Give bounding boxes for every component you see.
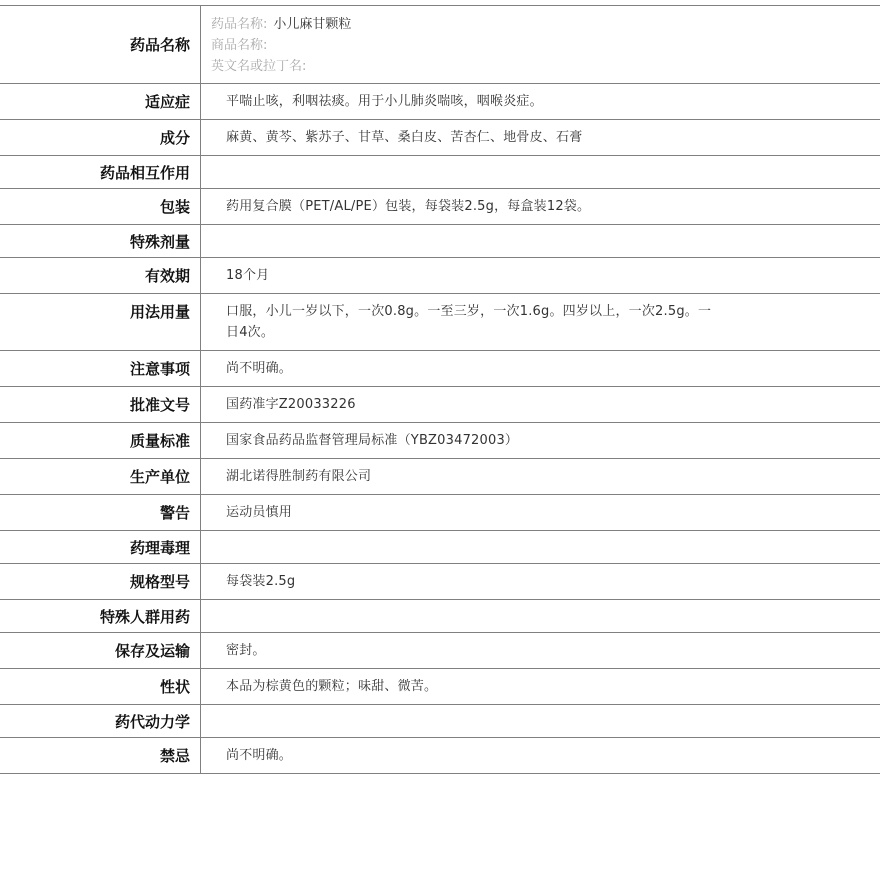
row-value-text: 湖北诺得胜制药有限公司 — [226, 469, 372, 484]
row-label: 适应症 — [0, 84, 201, 119]
row-value — [201, 633, 880, 668]
row-value — [201, 225, 880, 257]
row-label: 有效期 — [0, 258, 201, 293]
row-value-text: 药用复合膜（PET/AL/PE）包装，每袋装2.5g，每盒装12袋。 — [226, 199, 591, 214]
row-value — [201, 189, 880, 224]
row-label: 生产单位 — [0, 459, 201, 494]
row-value-text: 国药准字Z20033226 — [226, 397, 356, 412]
row-value-text: 每袋装2.5g — [226, 574, 296, 589]
row-label: 警告 — [0, 495, 201, 530]
row-label: 禁忌 — [0, 738, 201, 773]
row-label: 特殊剂量 — [0, 225, 201, 257]
drug-name-key: 药品名称: — [211, 17, 268, 32]
row-pharmacology — [0, 531, 880, 564]
drug-name-row — [0, 6, 880, 84]
row-value — [201, 564, 880, 599]
row-value — [201, 120, 880, 155]
row-label: 药理毒理 — [0, 531, 201, 563]
row-value — [201, 738, 880, 773]
row-label: 性状 — [0, 669, 201, 704]
row-value — [201, 258, 880, 293]
row-value — [201, 600, 880, 632]
row-value — [201, 495, 880, 530]
row-dosage — [0, 294, 880, 351]
row-specification — [0, 564, 880, 600]
row-label: 药品名称 — [0, 6, 201, 83]
trade-name-key: 商品名称: — [211, 38, 268, 53]
row-value-text: 运动员慎用 — [226, 505, 293, 520]
latin-name-line — [211, 56, 870, 77]
row-label: 批准文号 — [0, 387, 201, 422]
row-interactions — [0, 156, 880, 189]
row-packaging — [0, 189, 880, 225]
row-label: 包装 — [0, 189, 201, 224]
row-special-populations — [0, 600, 880, 633]
row-manufacturer — [0, 459, 880, 495]
drug-name-value: 小儿麻甘颗粒 — [273, 17, 352, 32]
row-value — [201, 423, 880, 458]
row-value — [201, 531, 880, 563]
row-value — [201, 705, 880, 737]
drug-name-line — [211, 14, 870, 35]
row-label: 规格型号 — [0, 564, 201, 599]
latin-name-key: 英文名或拉丁名: — [211, 59, 307, 74]
row-ingredients — [0, 120, 880, 156]
row-label: 质量标准 — [0, 423, 201, 458]
row-label: 药代动力学 — [0, 705, 201, 737]
row-value-text: 国家食品药品监督管理局标准（YBZ03472003） — [226, 433, 519, 448]
row-storage — [0, 633, 880, 669]
row-warning — [0, 495, 880, 531]
trade-name-line — [211, 35, 870, 56]
row-label: 注意事项 — [0, 351, 201, 386]
row-label: 保存及运输 — [0, 633, 201, 668]
row-value-text: 尚不明确。 — [226, 748, 293, 763]
row-description — [0, 669, 880, 705]
row-pharmacokinetics — [0, 705, 880, 738]
row-value-text: 口服，小儿一岁以下，一次0.8g。一至三岁，一次1.6g。四岁以上，一次2.5g。一日4次。 — [226, 304, 712, 340]
row-quality-standard — [0, 423, 880, 459]
row-label: 成分 — [0, 120, 201, 155]
row-value — [201, 156, 880, 188]
row-value-text: 平喘止咳，利咽祛痰。用于小儿肺炎喘咳，咽喉炎症。 — [226, 94, 543, 109]
row-contraindications — [0, 738, 880, 774]
row-approval-number — [0, 387, 880, 423]
row-value — [201, 351, 880, 386]
row-value-text: 18个月 — [226, 268, 270, 283]
row-value-text: 密封。 — [226, 643, 266, 658]
row-value-text: 本品为棕黄色的颗粒；味甜、微苦。 — [226, 679, 438, 694]
row-special-dosage — [0, 225, 880, 258]
row-value — [201, 84, 880, 119]
row-label: 药品相互作用 — [0, 156, 201, 188]
row-shelf-life — [0, 258, 880, 294]
drug-info-table — [0, 5, 880, 774]
row-value-text: 麻黄、黄芩、紫苏子、甘草、桑白皮、苦杏仁、地骨皮、石膏 — [226, 130, 583, 145]
drug-names-block — [201, 6, 880, 83]
row-indications — [0, 84, 880, 120]
row-value — [201, 294, 880, 350]
row-label: 用法用量 — [0, 294, 201, 350]
row-value — [201, 387, 880, 422]
row-value — [201, 459, 880, 494]
row-precautions — [0, 351, 880, 387]
row-value — [201, 669, 880, 704]
row-label: 特殊人群用药 — [0, 600, 201, 632]
row-value-text: 尚不明确。 — [226, 361, 293, 376]
